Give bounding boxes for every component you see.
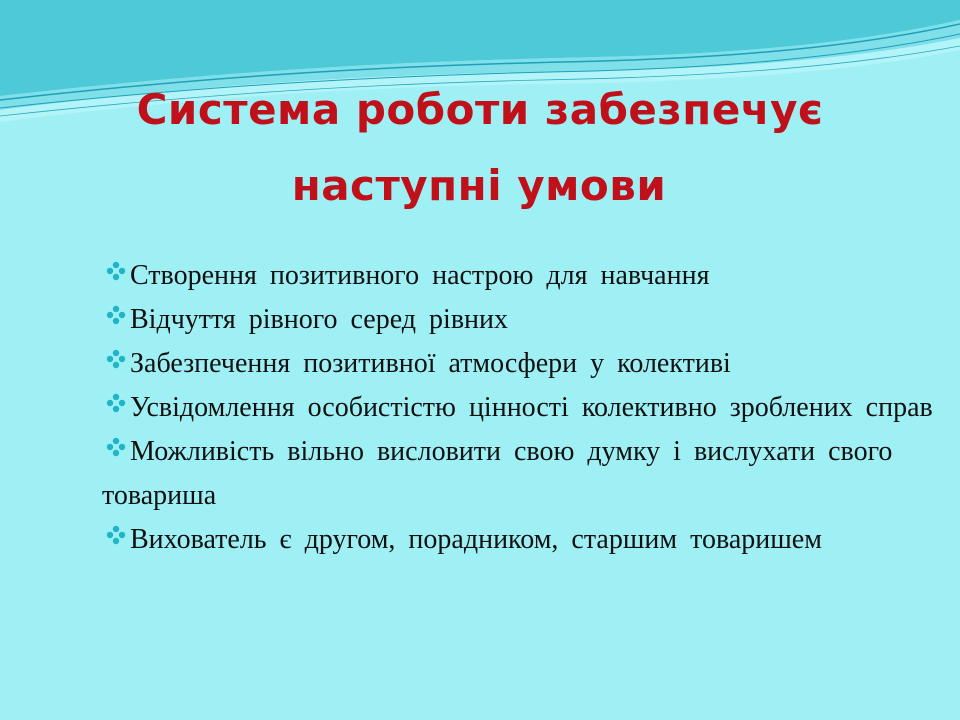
diamond-dots-bullet-icon [102, 435, 130, 463]
bullet-text: Можливість вільно висловити свою думку і вислухати свого товариша [102, 436, 893, 511]
slide-title-line-2: наступні умови [291, 161, 667, 210]
diamond-dots-bullet-icon [102, 391, 130, 419]
bullet-list [102, 254, 942, 562]
bullet-text: Вихователь є другом, порадником, старшим товаришем [130, 524, 822, 555]
slide-title-line-1: Система роботи забезпечує [136, 85, 824, 134]
bullet-text: Усвідомлення особистістю цінності колективно зроблених справ [130, 392, 933, 423]
diamond-dots-bullet-icon [102, 303, 130, 331]
slide-title [0, 72, 960, 224]
diamond-dots-bullet-icon [102, 347, 130, 375]
bullet-item [102, 342, 942, 386]
diamond-dots-bullet-icon [102, 259, 130, 287]
bullet-item [102, 254, 942, 298]
diamond-dots-bullet-icon [102, 523, 130, 551]
bullet-item [102, 298, 942, 342]
bullet-item [102, 518, 942, 562]
bullet-text: Створення позитивного настрою для навчання [130, 260, 710, 291]
bullet-text: Забезпечення позитивної атмосфери у колективі [130, 348, 731, 379]
bullet-item [102, 386, 942, 430]
bullet-text: Відчуття рівного серед рівних [130, 304, 509, 335]
bullet-item [102, 430, 942, 518]
